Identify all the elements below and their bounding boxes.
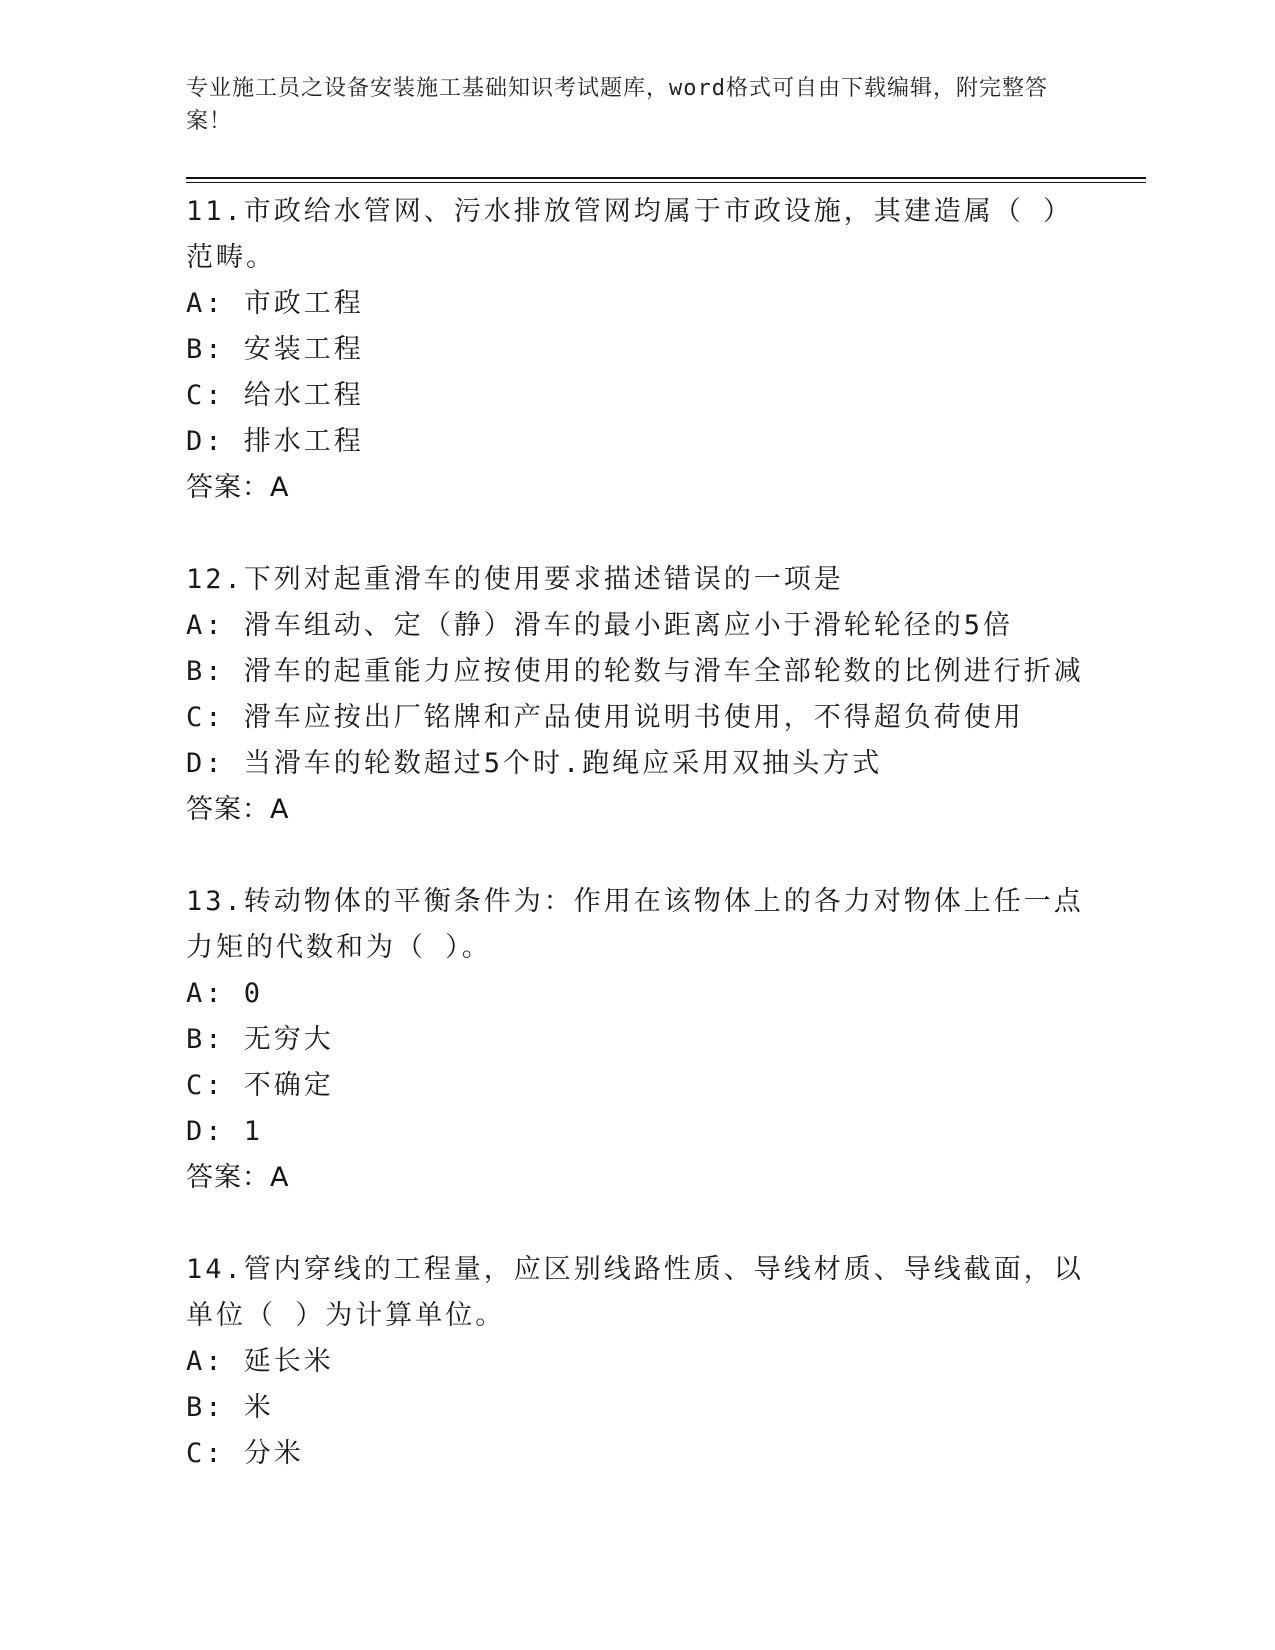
option-a: A: 市政工程 — [186, 288, 364, 319]
header-rule-thick — [186, 177, 1146, 179]
question-11 — [186, 189, 1086, 511]
option-c: C: 分米 — [186, 1438, 304, 1469]
option-b: B: 米 — [186, 1392, 274, 1423]
option-c: C: 不确定 — [186, 1070, 334, 1101]
option-d: D: 当滑车的轮数超过5个时.跑绳应采用双抽头方式 — [186, 748, 883, 779]
question-stem: 14.管内穿线的工程量，应区别线路性质、导线材质、导线截面，以单位（ ）为计算单位。 — [186, 1254, 1084, 1331]
document-header: 专业施工员之设备安装施工基础知识考试题库，word格式可自由下载编辑，附完整答案！ — [186, 76, 1048, 134]
header-rule-thin — [186, 182, 1146, 183]
question-12 — [186, 557, 1086, 833]
question-stem: 12.下列对起重滑车的使用要求描述错误的一项是 — [186, 564, 844, 595]
question-13 — [186, 879, 1086, 1201]
option-d: D: 排水工程 — [186, 426, 364, 457]
option-c: C: 滑车应按出厂铭牌和产品使用说明书使用，不得超负荷使用 — [186, 702, 1024, 733]
answer-label: 答案：A — [186, 794, 290, 825]
answer-label: 答案：A — [186, 472, 290, 503]
answer-label: 答案：A — [186, 1162, 290, 1193]
option-b: B: 滑车的起重能力应按使用的轮数与滑车全部轮数的比例进行折减 — [186, 656, 1084, 687]
option-a: A: 延长米 — [186, 1346, 334, 1377]
question-stem: 11.市政给水管网、污水排放管网均属于市政设施，其建造属（ ）范畴。 — [186, 196, 1074, 273]
option-a: A: 0 — [186, 978, 264, 1009]
option-d: D: 1 — [186, 1116, 264, 1147]
option-b: B: 安装工程 — [186, 334, 364, 365]
option-b: B: 无穷大 — [186, 1024, 334, 1055]
question-list — [186, 189, 1086, 1523]
question-14 — [186, 1247, 1086, 1477]
question-stem: 13.转动物体的平衡条件为：作用在该物体上的各力对物体上任一点力矩的代数和为（ ）。 — [186, 886, 1084, 963]
option-c: C: 给水工程 — [186, 380, 364, 411]
option-a: A: 滑车组动、定（静）滑车的最小距离应小于滑轮轮径的5倍 — [186, 610, 1014, 641]
